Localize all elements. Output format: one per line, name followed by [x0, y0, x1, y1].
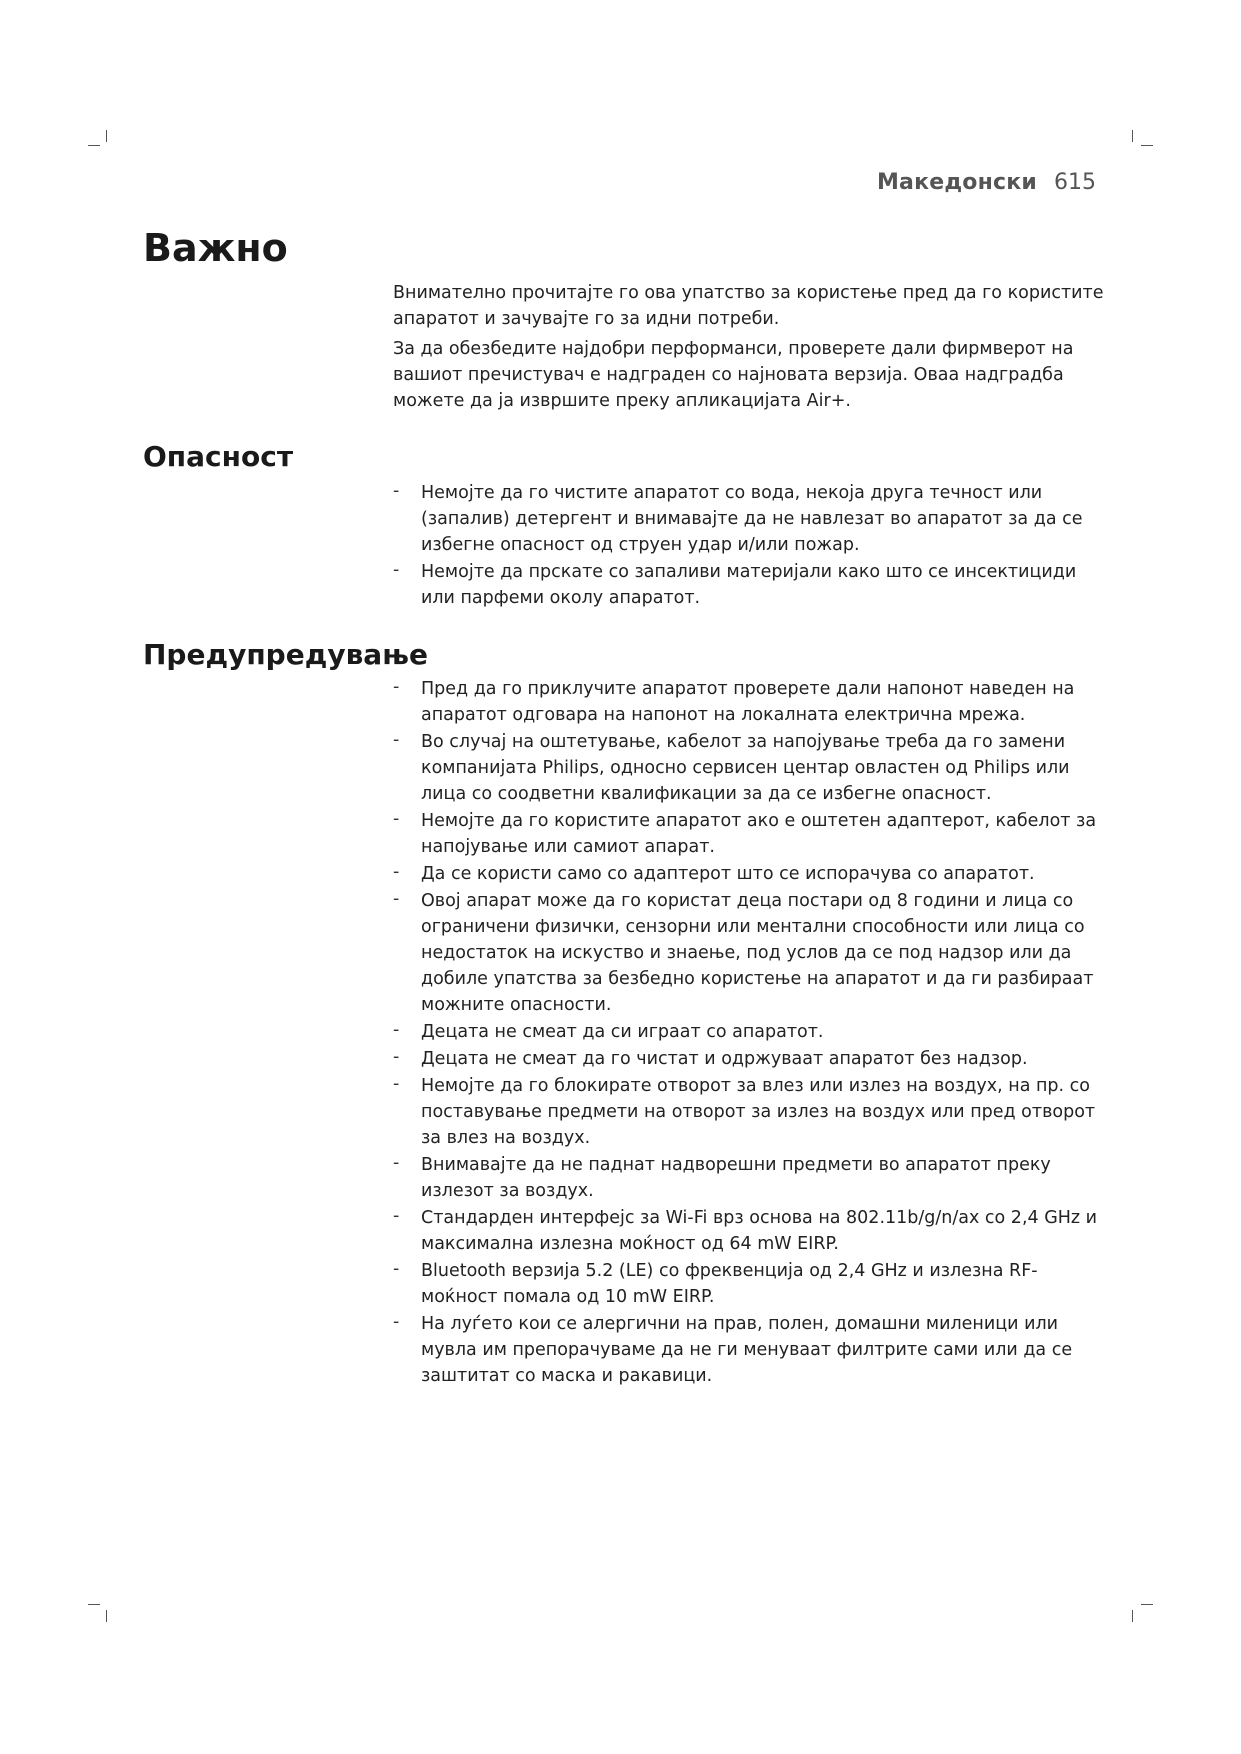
warning-item: - Внимавајте да не паднат надворешни предмети во апаратот преку излезот за воздух.	[393, 1152, 1113, 1204]
danger-list	[393, 480, 1113, 612]
heading-danger: Опасност	[143, 440, 294, 473]
heading-warning: Предупредување	[143, 638, 428, 671]
warning-item: - Bluetooth верзија 5.2 (LE) со фреквенција од 2,4 GHz и излезна RF-моќност помала од 10 mW EIRP.	[393, 1258, 1113, 1310]
crop-mark-bottom-left-h	[88, 1604, 100, 1605]
warning-item: - Децата не смеат да го чистат и одржуваат апаратот без надзор.	[393, 1046, 1113, 1072]
warning-item: - Немојте да го користите апаратот ако е оштетен адаптерот, кабелот за напојување или самиот апарат.	[393, 808, 1113, 860]
crop-mark-top-left-h	[88, 145, 100, 146]
warning-item: - Немојте да го блокирате отворот за влез или излез на воздух, на пр. со поставување предмети на отворот за излез на воздух или пред отворот за влез на воздух.	[393, 1073, 1113, 1151]
important-text	[393, 280, 1113, 418]
crop-mark-top-left-v	[106, 130, 107, 142]
crop-mark-bottom-right-h	[1141, 1604, 1153, 1605]
crop-mark-bottom-right-v	[1132, 1610, 1133, 1622]
warning-item: - Да се користи само со адаптерот што се испорачува со апаратот.	[393, 861, 1113, 887]
running-head	[877, 170, 1096, 195]
crop-mark-top-right-v	[1132, 130, 1133, 142]
crop-mark-top-right-h	[1141, 145, 1153, 146]
warning-item: - Овој апарат може да го користат деца постари од 8 години и лица со ограничени физички, сензорни или ментални способности или лица со недостаток на искуство и знаење, под услов да се под надзор или да добиле упатства за безбедно користење на апаратот и да ги разбираат можните опасности.	[393, 888, 1113, 1018]
danger-item: - Немојте да прскате со запаливи материјали како што се инсектициди или парфеми околу апаратот.	[393, 559, 1113, 611]
warning-item: - На луѓето кои се алергични на прав, полен, домашни миленици или мувла им препорачуваме да не ги менуваат филтрите сами или да се заштитат со маска и ракавици.	[393, 1311, 1113, 1389]
warning-item: - Стандарден интерфејс за Wi-Fi врз основа на 802.11b/g/n/ax со 2,4 GHz и максимална излезна моќност од 64 mW EIRP.	[393, 1205, 1113, 1257]
warning-item: - Децата не смеат да си играат со апаратот.	[393, 1019, 1113, 1045]
danger-item: - Немојте да го чистите апаратот со вода, некоја друга течност или (запалив) детергент и внимавајте да не навлезат во апаратот за да се избегне опасност од струен удар и/или пожар.	[393, 480, 1113, 558]
running-head-language: Македонски	[876, 170, 1037, 195]
crop-mark-bottom-left-v	[106, 1610, 107, 1622]
important-paragraph: За да обезбедите најдобри перформанси, проверете дали фирмверот на вашиот пречистувач е надграден со најновата верзија. Оваа надградба можете да ја извршите преку апликацијата Air+.	[393, 339, 1074, 411]
page-number: 615	[1054, 170, 1096, 195]
warning-item: - Во случај на оштетување, кабелот за напојување треба да го замени компанијата Philips, односно сервисен центар овластен од Philips или лица со соодветни квалификации за да се избегне опасност.	[393, 729, 1113, 807]
warning-item: - Пред да го приклучите апаратот проверете дали напонот наведен на апаратот одговара на напонот на локалната електрична мрежа.	[393, 676, 1113, 728]
important-paragraph: Внимателно прочитајте го ова упатство за користење пред да го користите апаратот и зачувајте го за идни потреби.	[393, 283, 1104, 329]
heading-important: Важно	[143, 226, 288, 270]
warning-list	[393, 676, 1113, 1390]
